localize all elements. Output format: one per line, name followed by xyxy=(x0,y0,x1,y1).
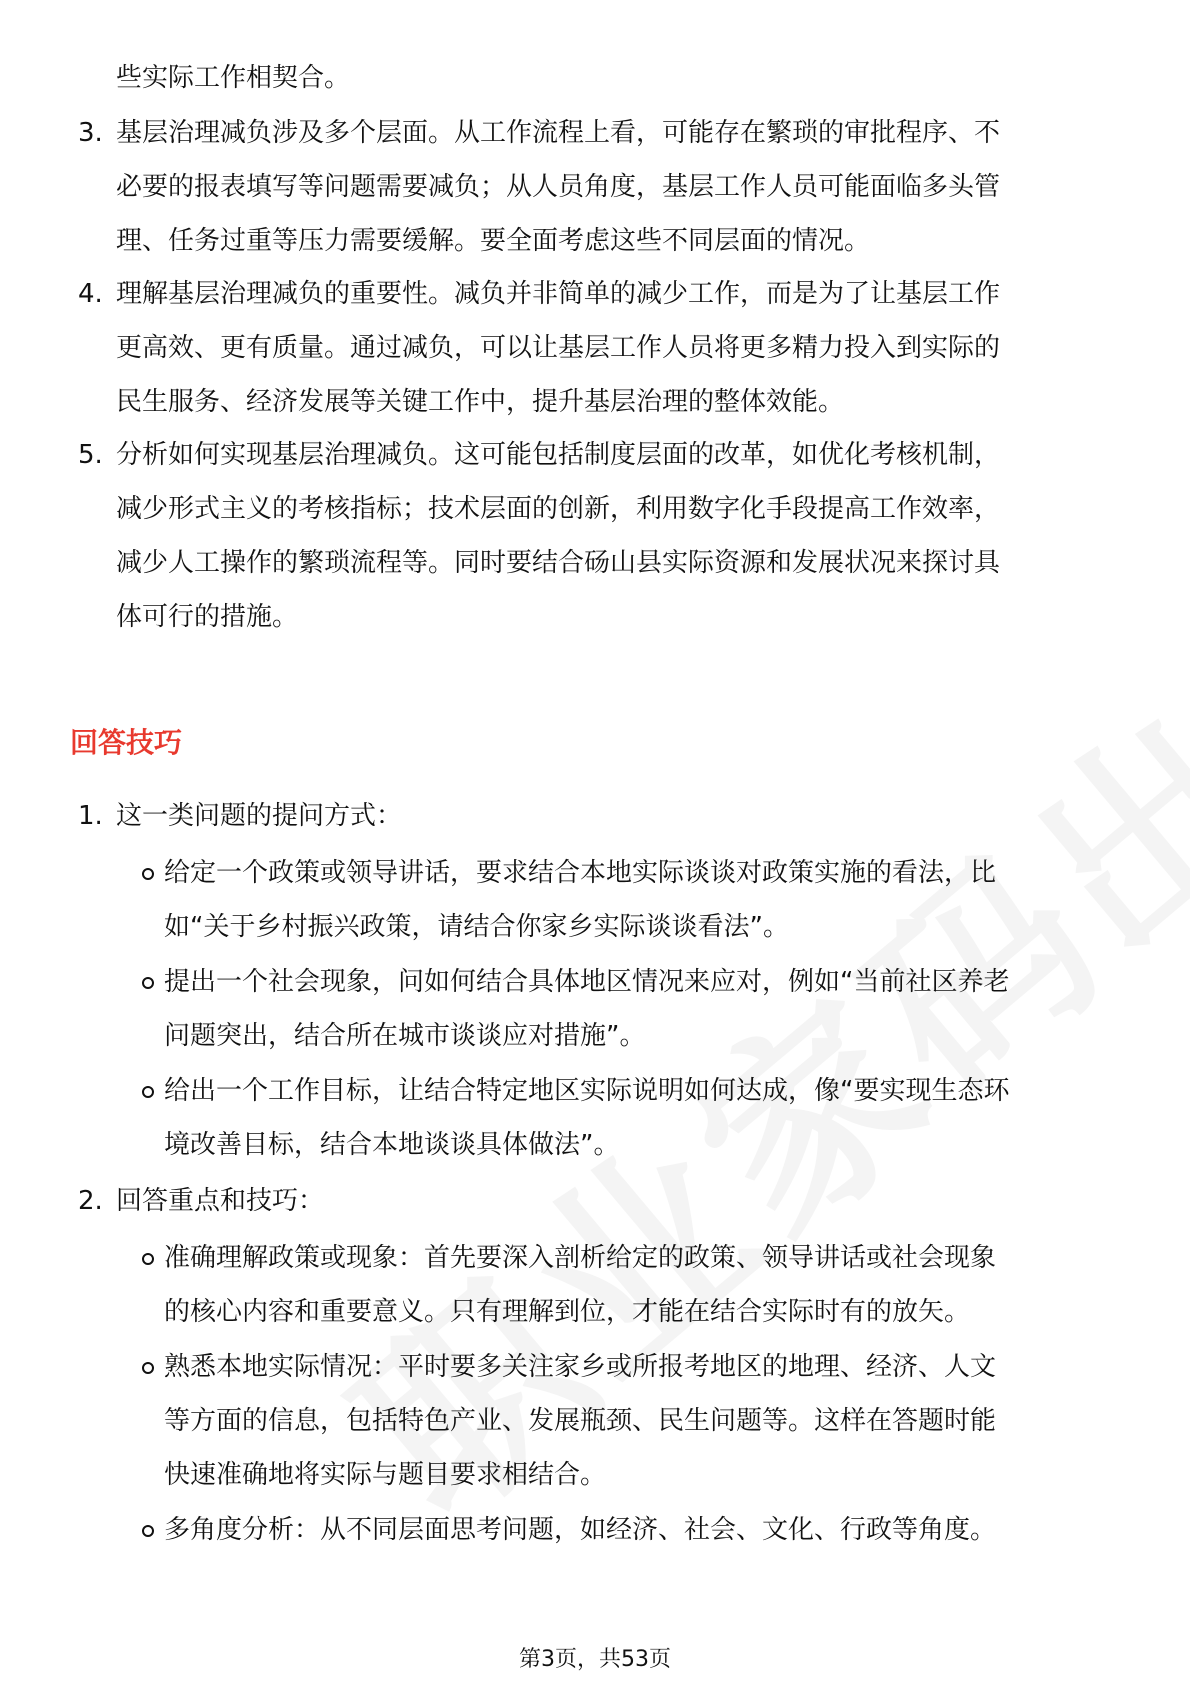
item-number: 5. xyxy=(78,440,103,470)
item-number: 3. xyxy=(78,118,103,148)
item-line: 分析如何实现基层治理减负。这可能包括制度层面的改革，如优化考核机制， xyxy=(116,440,1001,470)
bullet-line: 问题突出，结合所在城市谈谈应对措施”。 xyxy=(164,1021,646,1051)
section-heading: 回答技巧 xyxy=(70,726,183,759)
item-line: 必要的报表填写等问题需要减负；从人员角度，基层工作人员可能面临多头管 xyxy=(116,172,1001,202)
bullet-line: 的核心内容和重要意义。只有理解到位，才能在结合实际时有的放矢。 xyxy=(164,1297,971,1327)
item-line: 基层治理减负涉及多个层面。从工作流程上看，可能存在繁琐的审批程序、不 xyxy=(116,118,1001,148)
bullet-line: 给定一个政策或领导讲话，要求结合本地实际谈谈对政策实施的看法，比 xyxy=(164,858,997,888)
item-line: 理、任务过重等压力需要缓解。要全面考虑这些不同层面的情况。 xyxy=(116,226,871,256)
item-line: 民生服务、经济发展等关键工作中，提升基层治理的整体效能。 xyxy=(116,387,845,417)
bullet-line: 给出一个工作目标，让结合特定地区实际说明如何达成，像“要实现生态环 xyxy=(164,1076,1010,1106)
bullet-line: 准确理解政策或现象：首先要深入剖析给定的政策、领导讲话或社会现象 xyxy=(164,1243,997,1273)
bullet-circle xyxy=(142,977,154,989)
continuation-text: 些实际工作相契合。 xyxy=(116,63,351,93)
bullet-line: 提出一个社会现象，问如何结合具体地区情况来应对，例如“当前社区养老 xyxy=(164,967,1010,997)
item-line: 理解基层治理减负的重要性。减负并非简单的减少工作，而是为了让基层工作 xyxy=(116,279,1001,309)
bullet-line: 熟悉本地实际情况：平时要多关注家乡或所报考地区的地理、经济、人文 xyxy=(164,1352,997,1382)
item-line: 更高效、更有质量。通过减负，可以让基层工作人员将更多精力投入到实际的 xyxy=(116,333,1001,363)
item-number: 4. xyxy=(78,279,103,309)
bullet-line: 等方面的信息，包括特色产业、发展瓶颈、民生问题等。这样在答题时能 xyxy=(164,1406,997,1436)
bullet-circle xyxy=(142,1525,154,1537)
item-line: 减少人工操作的繁琐流程等。同时要结合砀山县实际资源和发展状况来探讨具 xyxy=(116,548,1001,578)
bullet-circle xyxy=(142,1253,154,1265)
tip-number: 2. xyxy=(78,1186,103,1216)
bullet-circle xyxy=(142,1086,154,1098)
bullet-circle xyxy=(142,868,154,880)
tip-number: 1. xyxy=(78,801,103,831)
item-line: 体可行的措施。 xyxy=(116,602,299,632)
item-line: 减少形式主义的考核指标；技术层面的创新，利用数字化手段提高工作效率， xyxy=(116,494,1001,524)
bullet-circle xyxy=(142,1362,154,1374)
page-footer: 第3页，共53页 xyxy=(519,1647,671,1672)
tip-title: 这一类问题的提问方式： xyxy=(116,801,403,831)
bullet-line: 境改善目标，结合本地谈谈具体做法”。 xyxy=(164,1130,620,1160)
bullet-line: 如“关于乡村振兴政策，请结合你家乡实际谈谈看法”。 xyxy=(164,912,789,942)
bullet-line: 多角度分析：从不同层面思考问题，如经济、社会、文化、行政等角度。 xyxy=(164,1515,997,1545)
tip-title: 回答重点和技巧： xyxy=(116,1186,325,1216)
bullet-line: 快速准确地将实际与题目要求相结合。 xyxy=(164,1460,607,1490)
